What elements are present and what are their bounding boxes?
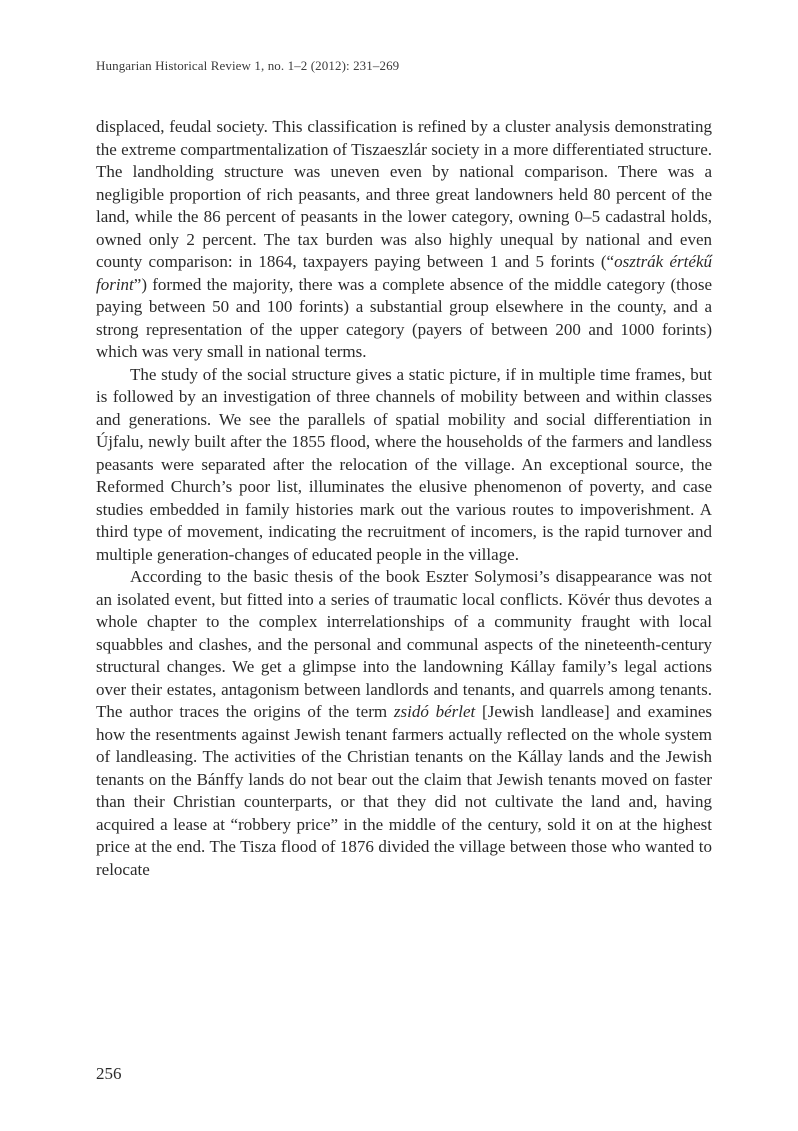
paragraph-2 [96, 364, 712, 567]
paragraph-1-text-2: ”) formed the majority, there was a complete absence of the middle category (those paying between 50 and 100 forints) a substantial group elsewhere in the county, and a strong representation of the upper category (payers of between 200 and 1000 forints) which was very small in national terms. [96, 274, 712, 361]
page-number: 256 [96, 1064, 122, 1083]
paragraph-3-text-1: According to the basic thesis of the book Eszter Solymosi’s disappearance was not an isolated event, but fitted into a series of traumatic local conflicts. Kövér thus devotes a whole chapter to the complex interrelationships of a community fraught with local squabbles and clashes, and the personal and communal aspects of the nineteenth-century structural changes. We get a glimpse into the landowning Kállay family’s legal actions over their estates, antagonism between landlords and tenants, and quarrels among tenants. The author traces the origins of the term [96, 567, 712, 721]
paragraph-1-text-1: displaced, feudal society. This classification is refined by a cluster analysis demonstrating the extreme compartmentalization of Tiszaeszlár society in a more differentiated structure. The landholding structure was uneven even by national comparison. There was a negligible proportion of rich peasants, and three great landowners held 80 percent of the land, while the 86 percent of peasants in the lower category, owning 0–5 cadastral holds, owned only 2 percent. The tax burden was also highly unequal by national and even county comparison: in 1864, taxpayers paying between 1 and 5 forints (“ [96, 117, 712, 271]
paragraph-1-italic-term: osztrák értékű forint [96, 252, 712, 294]
paragraph-3 [96, 566, 712, 881]
paragraph-2-text-1: The study of the social structure gives a static picture, if in multiple time frames, but is followed by an investigation of three channels of mobility between and within classes and generations. We see the parallels of spatial mobility and social differentiation in Újfalu, newly built after the 1855 flood, where the households of the farmers and landless peasants were separated after the relocation of the village. An exceptional source, the Reformed Church’s poor list, illuminates the elusive phenomenon of poverty, and case studies embedded in family histories mark out the various routes to impoverishment. A third type of movement, indicating the recruitment of incomers, is the rapid turnover and multiple generation-changes of educated people in the village. [96, 364, 712, 564]
paragraph-3-italic-term: zsidó bérlet [393, 702, 476, 721]
paragraph-3-text-2: [Jewish landlease] and examines how the resentments against Jewish tenant farmers actually reflected on the whole system of landleasing. The activities of the Christian tenants on the Kállay lands and the Jewish tenants on the Bánffy lands do not bear out the claim that Jewish tenants moved on faster than their Christian counterparts, or that they did not cultivate the land and, having acquired a lease at “robbery price” in the middle of the century, sold it on at the highest price at the end. The Tisza flood of 1876 divided the village between those who wanted to relocate [96, 702, 712, 879]
paragraph-1 [96, 116, 712, 364]
body-text [96, 116, 712, 881]
running-head: Hungarian Historical Review 1, no. 1–2 (2012): 231–269 [96, 58, 400, 73]
